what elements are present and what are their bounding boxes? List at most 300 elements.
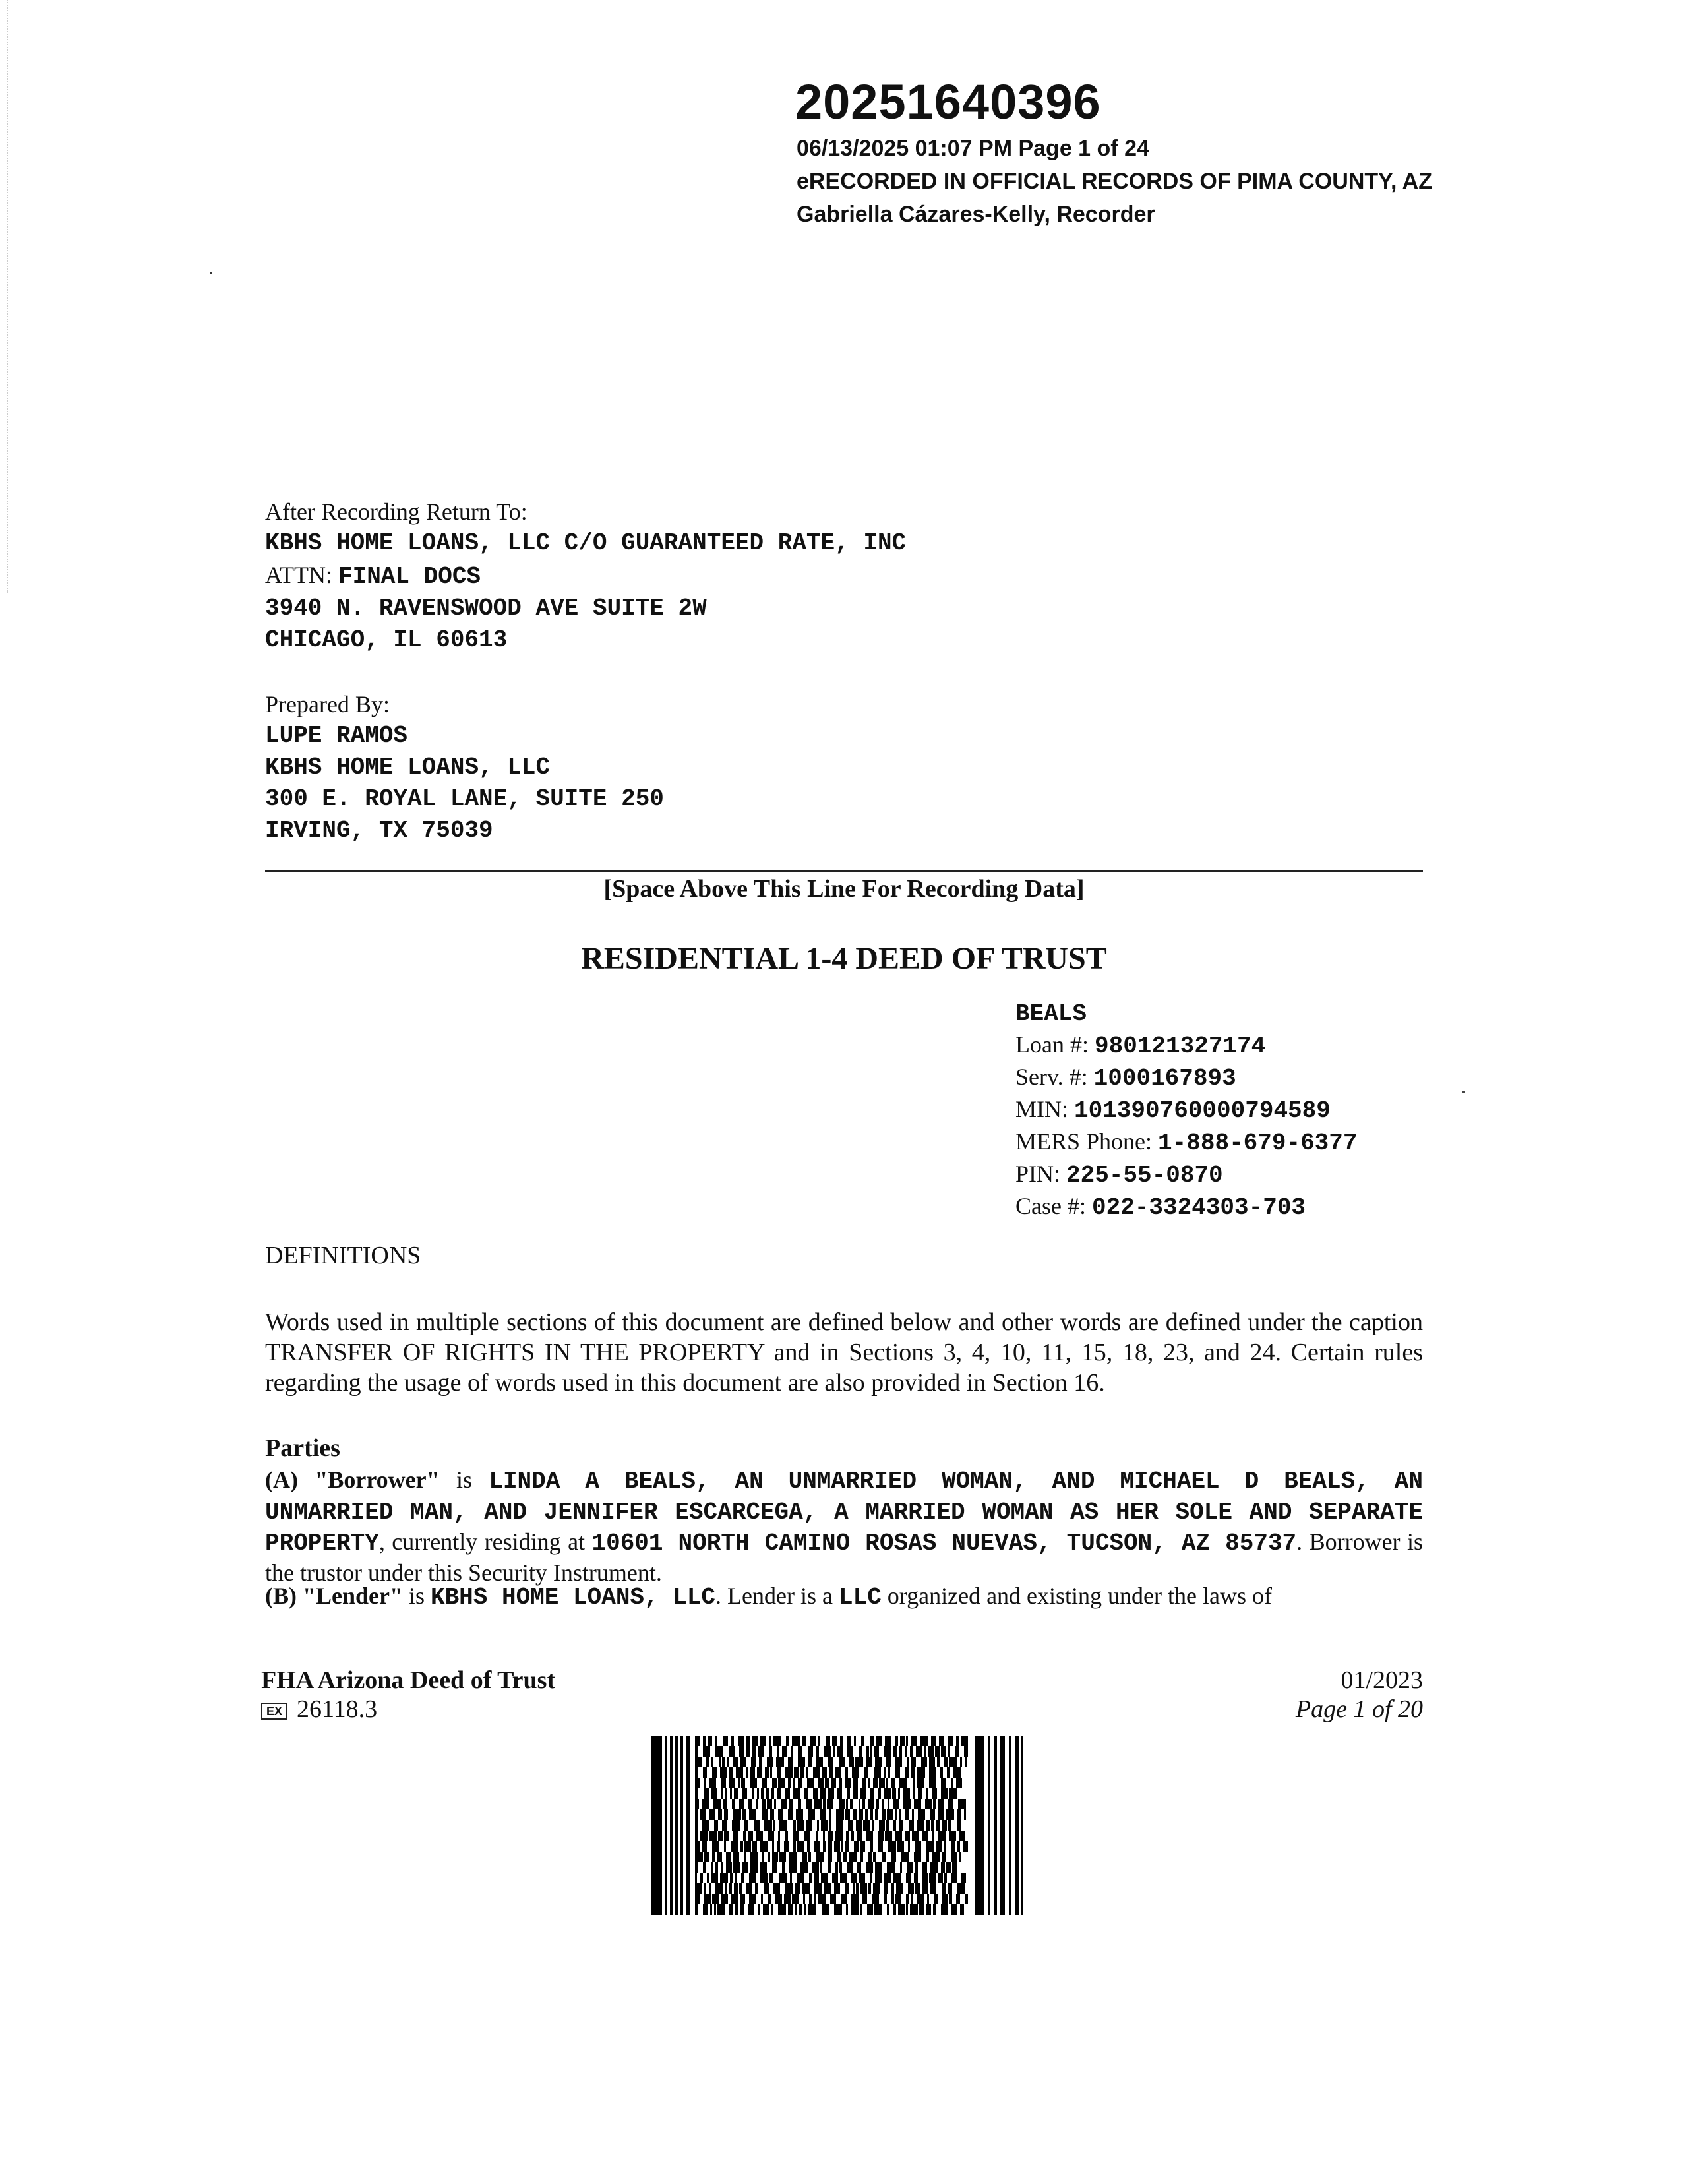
barcode-module xyxy=(831,1778,836,1788)
barcode-module xyxy=(778,1778,785,1788)
barcode-module xyxy=(748,1799,752,1809)
barcode-module xyxy=(802,1883,810,1894)
barcode-module xyxy=(920,1736,928,1746)
barcode-module xyxy=(750,1778,757,1788)
barcode-module xyxy=(941,1788,948,1799)
barcode-module xyxy=(942,1894,948,1904)
barcode-module xyxy=(866,1862,873,1873)
space-above-line: [Space Above This Line For Recording Data] xyxy=(603,875,1085,903)
barcode-module xyxy=(949,1831,956,1841)
barcode-module xyxy=(926,1820,930,1831)
barcode-module xyxy=(884,1883,888,1894)
barcode-module xyxy=(797,1820,804,1831)
pin-number: 225-55-0870 xyxy=(1066,1162,1223,1189)
barcode-module xyxy=(748,1904,754,1915)
barcode-module xyxy=(789,1852,797,1862)
barcode-module xyxy=(948,1746,950,1757)
barcode-module xyxy=(724,1809,728,1820)
barcode-module xyxy=(870,1873,872,1883)
barcode-module xyxy=(767,1799,772,1809)
barcode-module xyxy=(930,1809,935,1820)
recorder-name: Gabriella Cázares-Kelly, Recorder xyxy=(797,202,1155,227)
barcode-module xyxy=(742,1809,746,1820)
barcode-module xyxy=(876,1736,882,1746)
barcode-module xyxy=(827,1799,833,1809)
barcode-module xyxy=(799,1904,802,1915)
barcode-module xyxy=(828,1757,833,1767)
barcode-module xyxy=(840,1736,843,1746)
scan-margin-line xyxy=(7,0,8,593)
barcode-module xyxy=(761,1894,763,1904)
barcode-module xyxy=(951,1904,957,1915)
barcode-module xyxy=(772,1862,777,1873)
barcode-module xyxy=(915,1883,920,1894)
barcode-module xyxy=(931,1736,936,1746)
barcode-module xyxy=(764,1883,769,1894)
barcode-module xyxy=(896,1883,903,1894)
barcode-module xyxy=(823,1831,825,1841)
barcode-module xyxy=(837,1788,842,1799)
barcode-module xyxy=(951,1778,953,1788)
barcode-module xyxy=(935,1746,940,1757)
barcode-module xyxy=(918,1809,925,1820)
lender-mid: . Lender is a xyxy=(715,1583,839,1609)
barcode-module xyxy=(795,1883,800,1894)
barcode-module xyxy=(900,1736,905,1746)
barcode-module xyxy=(703,1767,707,1778)
barcode-module xyxy=(937,1757,940,1767)
barcode-module xyxy=(854,1841,859,1852)
barcode-module xyxy=(837,1852,841,1862)
recording-number: 20251640396 xyxy=(795,75,1101,129)
barcode-module xyxy=(917,1820,924,1831)
barcode-module xyxy=(707,1873,709,1883)
barcode-module xyxy=(756,1831,763,1841)
barcode-module xyxy=(712,1841,719,1852)
barcode-module xyxy=(785,1831,788,1841)
barcode-module xyxy=(910,1904,918,1915)
barcode-module xyxy=(782,1746,787,1757)
barcode-module xyxy=(884,1873,891,1883)
barcode-module xyxy=(719,1757,721,1767)
barcode-module xyxy=(845,1841,849,1852)
barcode-module xyxy=(878,1841,883,1852)
barcode-module xyxy=(888,1767,890,1778)
barcode-module xyxy=(957,1841,960,1852)
barcode-module xyxy=(802,1852,807,1862)
barcode-module xyxy=(711,1862,713,1873)
barcode-module xyxy=(726,1852,731,1862)
barcode-module xyxy=(695,1894,700,1904)
barcode-module xyxy=(828,1852,832,1862)
barcode-module xyxy=(866,1831,873,1841)
barcode-module xyxy=(959,1852,961,1862)
barcode-module xyxy=(794,1767,799,1778)
loan-number-label: Loan #: xyxy=(1015,1031,1095,1058)
barcode-module xyxy=(781,1799,787,1809)
definitions-intro: Words used in multiple sections of this document are defined below and other words are defined under the caption TRANSFER OF RIGHTS IN THE PROPERTY and in Sections 3, 4, 10, 11, 15, 18, 23, and 24. Certain rules regarding the usage of words used in this document are also provided in Section 16. xyxy=(265,1308,1423,1397)
barcode-module xyxy=(891,1883,894,1894)
barcode-module xyxy=(723,1799,727,1809)
barcode-module xyxy=(860,1904,862,1915)
barcode-module xyxy=(910,1746,913,1757)
barcode-module xyxy=(913,1778,915,1788)
barcode-module xyxy=(820,1809,826,1820)
barcode-module xyxy=(822,1904,829,1915)
barcode-module xyxy=(715,1862,718,1873)
barcode-module xyxy=(718,1809,722,1820)
recording-office: eRECORDED IN OFFICIAL RECORDS OF PIMA COUNTY, AZ xyxy=(797,169,1433,194)
barcode-module xyxy=(769,1736,771,1746)
prepared-by-label: Prepared By: xyxy=(265,691,390,717)
barcode-module xyxy=(834,1841,840,1852)
barcode-module xyxy=(731,1736,734,1746)
form-footer-left xyxy=(261,1666,555,1724)
barcode-module xyxy=(837,1746,843,1757)
return-to-line1: KBHS HOME LOANS, LLC C/O GUARANTEED RATE, INC xyxy=(265,530,907,557)
barcode-module xyxy=(704,1778,706,1788)
barcode-module xyxy=(741,1873,744,1883)
barcode-module xyxy=(917,1767,925,1778)
barcode-module xyxy=(850,1799,853,1809)
barcode-module xyxy=(709,1831,717,1841)
barcode-module xyxy=(908,1841,910,1852)
barcode-module xyxy=(847,1746,853,1757)
barcode-module xyxy=(888,1841,896,1852)
barcode-module xyxy=(960,1904,964,1915)
barcode-module xyxy=(769,1873,773,1883)
mers-phone: 1-888-679-6377 xyxy=(1158,1130,1358,1157)
barcode-module xyxy=(928,1746,934,1757)
barcode-module xyxy=(723,1736,728,1746)
barcode-module xyxy=(863,1820,870,1831)
barcode-module xyxy=(886,1778,888,1788)
barcode-module xyxy=(964,1746,968,1757)
barcode-module xyxy=(944,1841,946,1852)
barcode-module xyxy=(942,1883,946,1894)
barcode-module xyxy=(916,1746,922,1757)
barcode-module xyxy=(731,1841,738,1852)
barcode-module xyxy=(851,1894,859,1904)
barcode-module xyxy=(788,1904,793,1915)
barcode-module xyxy=(895,1767,900,1778)
barcode-module xyxy=(749,1894,756,1904)
barcode-module xyxy=(768,1894,771,1904)
barcode-module xyxy=(891,1852,896,1862)
barcode-module xyxy=(859,1746,862,1757)
barcode-module xyxy=(882,1799,884,1809)
barcode-module xyxy=(758,1904,760,1915)
barcode-module xyxy=(797,1841,804,1852)
barcode-module xyxy=(702,1841,707,1852)
barcode-module xyxy=(772,1841,774,1852)
barcode-module xyxy=(862,1799,865,1809)
barcode-module xyxy=(845,1767,848,1778)
barcode-module xyxy=(792,1736,800,1746)
barcode-module xyxy=(866,1746,869,1757)
barcode-module xyxy=(917,1894,924,1904)
barcode-module xyxy=(778,1809,783,1820)
barcode-module xyxy=(695,1809,698,1820)
barcode-module xyxy=(841,1894,847,1904)
barcode-module xyxy=(821,1820,828,1831)
barcode-module xyxy=(886,1820,889,1831)
barcode-module xyxy=(733,1862,740,1873)
property-address: 10601 NORTH CAMINO ROSAS NUEVAS, TUCSON, AZ 85737 xyxy=(591,1530,1297,1557)
barcode-module xyxy=(862,1894,867,1904)
barcode-module xyxy=(729,1778,735,1788)
barcode-module xyxy=(807,1778,814,1788)
barcode-module xyxy=(919,1904,924,1915)
barcode-module xyxy=(917,1778,924,1788)
barcode-module xyxy=(740,1757,746,1767)
barcode-module xyxy=(1009,1736,1011,1915)
barcode-module xyxy=(814,1894,816,1904)
barcode-module xyxy=(738,1778,740,1788)
barcode-module xyxy=(695,1799,699,1809)
barcode-module xyxy=(1021,1736,1023,1915)
borrower-tail: . Borrower is the trustor under this Security Instrument. xyxy=(265,1529,1424,1586)
barcode-module xyxy=(695,1883,702,1894)
pdf417-barcode xyxy=(651,1736,1023,1915)
barcode-module xyxy=(951,1873,957,1883)
barcode-module xyxy=(853,1809,857,1820)
barcode-module xyxy=(742,1788,747,1799)
barcode-module xyxy=(804,1904,806,1915)
barcode-module xyxy=(715,1746,723,1757)
barcode-module xyxy=(932,1831,934,1841)
barcode-module xyxy=(909,1820,914,1831)
barcode-module xyxy=(941,1746,946,1757)
barcode-module xyxy=(929,1778,936,1788)
barcode-module xyxy=(700,1809,706,1820)
barcode-module xyxy=(898,1788,900,1799)
barcode-module xyxy=(857,1862,861,1873)
barcode-module xyxy=(875,1809,878,1820)
barcode-module xyxy=(867,1904,873,1915)
barcode-module xyxy=(846,1831,849,1841)
barcode-module xyxy=(832,1873,838,1883)
barcode-module xyxy=(924,1746,926,1757)
barcode-module xyxy=(816,1746,819,1757)
form-title: FHA Arizona Deed of Trust xyxy=(261,1666,556,1694)
barcode-module xyxy=(885,1831,892,1841)
barcode-module xyxy=(846,1904,848,1915)
barcode-module xyxy=(729,1746,735,1757)
barcode-module xyxy=(813,1788,818,1799)
serv-number-label: Serv. #: xyxy=(1015,1064,1094,1090)
barcode-module xyxy=(949,1788,957,1799)
mers-phone-label: MERS Phone: xyxy=(1015,1128,1159,1155)
barcode-module xyxy=(1000,1736,1005,1915)
barcode-module xyxy=(942,1852,946,1862)
barcode-module xyxy=(922,1831,928,1841)
barcode-module xyxy=(927,1894,929,1904)
barcode-module xyxy=(949,1757,957,1767)
barcode-module xyxy=(925,1799,932,1809)
barcode-module xyxy=(757,1767,762,1778)
barcode-module xyxy=(903,1799,911,1809)
barcode-module xyxy=(895,1831,902,1841)
barcode-module xyxy=(964,1809,966,1820)
barcode-module xyxy=(848,1820,853,1831)
barcode-module xyxy=(791,1746,793,1757)
barcode-module xyxy=(899,1746,902,1757)
barcode-module xyxy=(785,1883,793,1894)
barcode-module xyxy=(893,1799,899,1809)
barcode-module xyxy=(911,1767,915,1778)
barcode-module xyxy=(899,1820,903,1831)
barcode-module xyxy=(803,1894,805,1904)
barcode-module xyxy=(739,1799,744,1809)
barcode-module xyxy=(695,1736,700,1746)
barcode-module xyxy=(742,1862,748,1873)
barcode-module xyxy=(873,1883,880,1894)
barcode-module xyxy=(816,1757,823,1767)
borrower-paragraph xyxy=(265,1465,1423,1587)
barcode-module xyxy=(908,1883,914,1894)
barcode-module xyxy=(767,1757,773,1767)
barcode-module xyxy=(695,1904,698,1915)
barcode-module xyxy=(834,1883,840,1894)
prepared-by-line2: KBHS HOME LOANS, LLC xyxy=(265,754,551,781)
barcode-module xyxy=(891,1894,894,1904)
barcode-module xyxy=(817,1820,819,1831)
barcode-module xyxy=(952,1862,957,1873)
barcode-module xyxy=(911,1894,913,1904)
serv-number-row xyxy=(1015,1062,1358,1094)
barcode-module xyxy=(860,1883,867,1894)
barcode-module xyxy=(860,1788,866,1799)
case-number: 022-3324303-703 xyxy=(1091,1194,1306,1221)
borrower-label: (A) "Borrower" xyxy=(265,1467,440,1493)
barcode-module xyxy=(735,1873,737,1883)
barcode-module xyxy=(905,1746,907,1757)
barcode-module xyxy=(824,1746,831,1757)
residing-text: , currently residing at xyxy=(378,1529,592,1555)
barcode-module xyxy=(839,1757,845,1767)
barcode-module xyxy=(740,1841,743,1852)
barcode-module xyxy=(965,1757,967,1767)
barcode-module xyxy=(948,1820,951,1831)
barcode-module xyxy=(884,1746,891,1757)
barcode-module xyxy=(771,1788,774,1799)
barcode-module xyxy=(868,1852,872,1862)
barcode-module xyxy=(845,1809,850,1820)
barcode-module xyxy=(906,1736,908,1746)
barcode-module xyxy=(733,1852,739,1862)
barcode-module xyxy=(875,1757,882,1767)
barcode-module xyxy=(818,1894,826,1904)
prepared-by-line4: IRVING, TX 75039 xyxy=(265,817,493,844)
barcode-module xyxy=(975,1736,984,1915)
barcode-module xyxy=(713,1799,721,1809)
barcode-module xyxy=(726,1862,732,1873)
barcode-module xyxy=(994,1736,997,1915)
barcode-module xyxy=(859,1809,863,1820)
barcode-module xyxy=(786,1736,789,1746)
barcode-module xyxy=(878,1831,884,1841)
barcode-module xyxy=(746,1746,750,1757)
barcode-module xyxy=(757,1788,759,1799)
barcode-module xyxy=(870,1788,874,1799)
barcode-module xyxy=(814,1883,822,1894)
barcode-module xyxy=(886,1757,891,1767)
min-number: 101390760000794589 xyxy=(1074,1097,1331,1124)
prepared-by-line3: 300 E. ROYAL LANE, SUITE 250 xyxy=(265,785,664,812)
barcode-module xyxy=(724,1841,726,1852)
barcode-module xyxy=(770,1809,774,1820)
barcode-module xyxy=(887,1904,889,1915)
lender-type: LLC xyxy=(838,1584,882,1611)
barcode-module xyxy=(948,1883,952,1894)
case-row xyxy=(1015,1191,1358,1223)
prepared-by-block xyxy=(265,688,664,847)
barcode-module xyxy=(814,1799,822,1809)
barcode-module xyxy=(748,1831,753,1841)
barcode-module xyxy=(856,1883,859,1894)
barcode-module xyxy=(851,1904,859,1915)
barcode-module xyxy=(709,1809,715,1820)
barcode-module xyxy=(821,1873,828,1883)
barcode-module xyxy=(870,1746,872,1757)
barcode-module xyxy=(814,1873,819,1883)
barcode-module xyxy=(812,1862,819,1873)
borrower-surname: BEALS xyxy=(1015,1000,1087,1027)
barcode-module xyxy=(853,1778,858,1788)
barcode-module xyxy=(929,1873,936,1883)
barcode-module xyxy=(895,1894,901,1904)
barcode-module xyxy=(888,1799,889,1809)
barcode-module xyxy=(921,1757,927,1767)
barcode-module xyxy=(833,1746,835,1757)
barcode-module xyxy=(733,1757,738,1767)
barcode-module xyxy=(778,1904,786,1915)
barcode-module xyxy=(922,1862,927,1873)
barcode-module xyxy=(772,1852,778,1862)
scan-speck xyxy=(210,272,212,274)
barcode-module xyxy=(948,1799,953,1809)
barcode-module xyxy=(899,1809,901,1820)
barcode-module xyxy=(828,1788,834,1799)
barcode-module xyxy=(700,1831,708,1841)
barcode-module xyxy=(766,1788,769,1799)
barcode-module xyxy=(938,1809,944,1820)
barcode-module xyxy=(942,1820,947,1831)
barcode-module xyxy=(926,1841,934,1852)
min-row xyxy=(1015,1094,1358,1126)
barcode-module xyxy=(875,1873,882,1883)
barcode-module xyxy=(856,1820,862,1831)
loan-number: 980121327174 xyxy=(1094,1033,1266,1060)
barcode-module xyxy=(951,1841,955,1852)
barcode-module xyxy=(779,1852,786,1862)
barcode-module xyxy=(749,1809,756,1820)
barcode-module xyxy=(847,1736,851,1746)
barcode-module xyxy=(865,1809,868,1820)
barcode-module xyxy=(712,1894,719,1904)
barcode-module xyxy=(651,1736,662,1915)
barcode-module xyxy=(800,1767,804,1778)
barcode-module xyxy=(906,1904,908,1915)
barcode-module xyxy=(907,1757,909,1767)
barcode-module xyxy=(839,1862,842,1873)
barcode-module xyxy=(703,1746,710,1757)
barcode-module xyxy=(789,1799,793,1809)
barcode-module xyxy=(750,1852,758,1862)
lender-is: is xyxy=(402,1583,431,1609)
barcode-module xyxy=(784,1841,789,1852)
